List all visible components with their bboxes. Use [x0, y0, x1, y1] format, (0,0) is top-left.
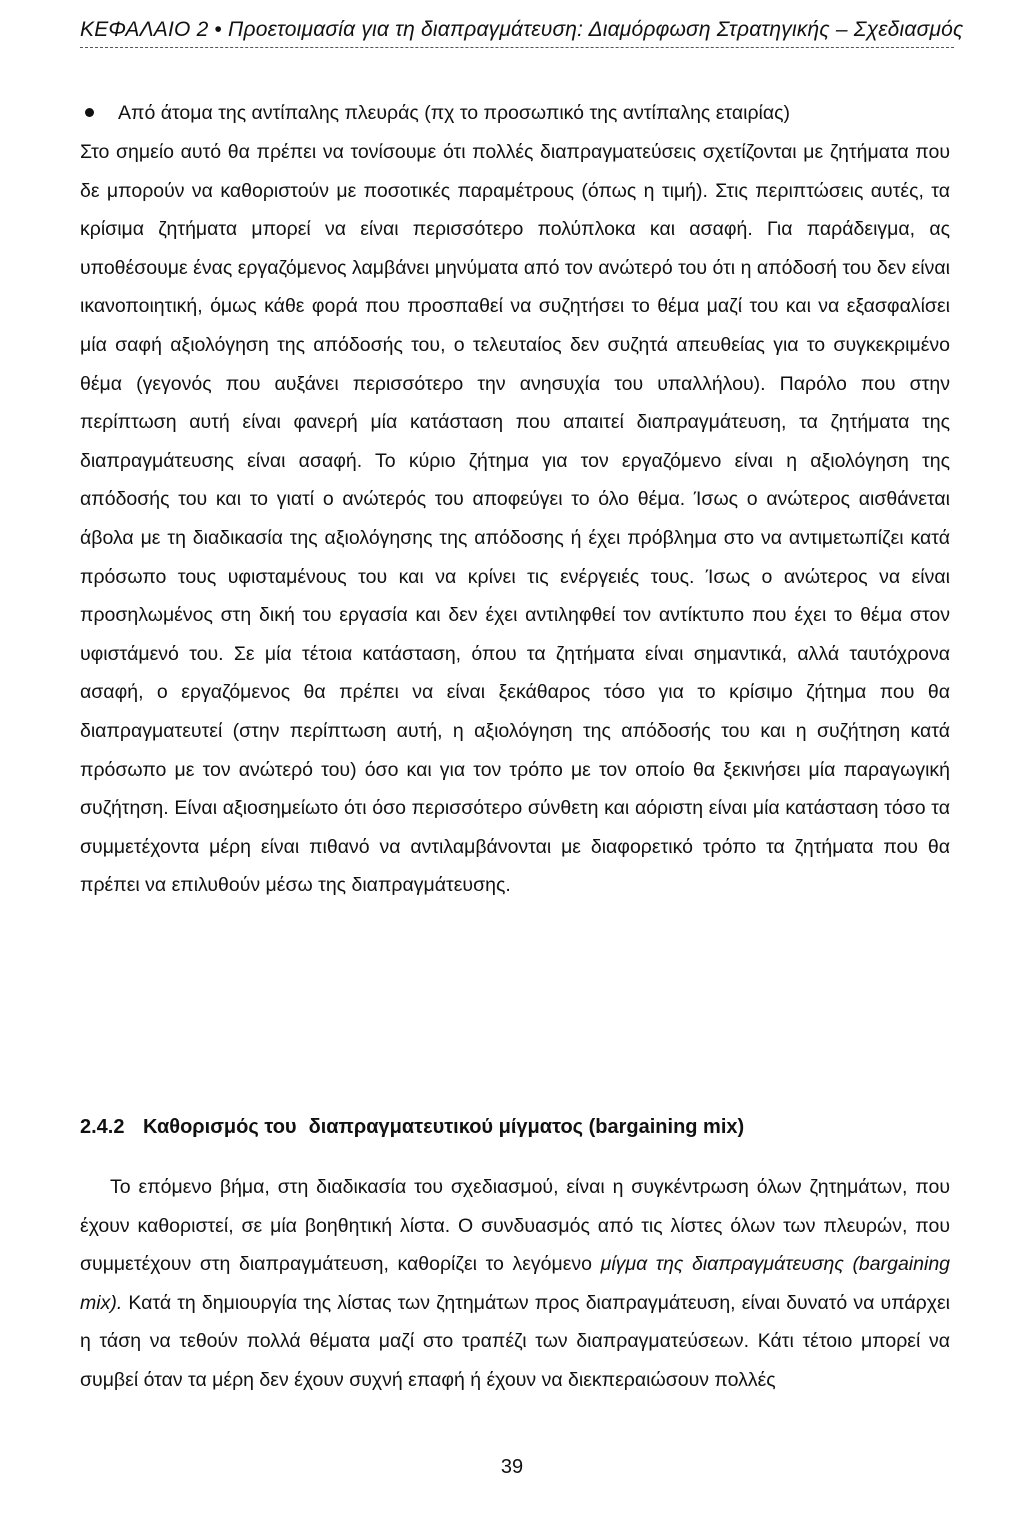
header-chapter: ΚΕΦΑΛΑΙΟ 2 [80, 18, 209, 41]
section-title-part-1: Καθορισμός του [143, 1116, 297, 1138]
bullet-dot-icon [85, 108, 94, 117]
section-title-part-2: διαπραγματευτικού μίγματος (bargaining mix) [308, 1116, 745, 1138]
bargaining-mix-term: μίγμα της διαπραγμάτευσης (bargaining mix). [80, 1253, 951, 1314]
bullet-list-item [80, 94, 790, 133]
header-title: Προετοιμασία για τη διαπραγμάτευση: Διαμόρφωση Στρατηγικής – Σχεδιασμός [228, 18, 964, 41]
section-number: 2.4.2 [80, 1116, 125, 1138]
body-paragraph-1: Στο σημείο αυτό θα πρέπει να τονίσουμε ότι πολλές διαπραγματεύσεις σχετίζονται με ζητήματα που δε μπορούν να καθοριστούν με ποσοτικές παραμέτρους (όπως η τιμή). Στις περιπτώσεις αυτές, τα κρίσιμα ζητήματα μπορεί να είναι περισσότερο πολύπλοκα και ασαφή. Για παράδειγμα, ας υποθέσουμε ένας εργαζόμενος λαμβάνει μηνύματα από τον ανώτερό του ότι η απόδοσή του δεν είναι ικανοποιητική, όμως κάθε φορά που προσπαθεί να συζητήσει το θέμα μαζί του και να εξασφαλίσει μία σαφή αξιολόγηση της απόδοσής του, ο τελευταίος δεν συζητά απευθείας για το συγκεκριμένο θέμα (γεγονός που αυξάνει περισσότερο την ανησυχία του υπαλλήλου). Παρόλο που στην περίπτωση αυτή είναι φανερή μία κατάσταση που απαιτεί διαπραγμάτευση, τα ζητήματα της διαπραγμάτευσης είναι ασαφή. Το κύριο ζήτημα για τον εργαζόμενο είναι η αξιολόγηση της απόδοσής του και το γιατί ο ανώτερός του αποφεύγει το όλο θέμα. Ίσως ο ανώτερος αισθάνεται άβολα με τη διαδικασία της αξιολόγησης της απόδοσης ή έχει πρόβλημα στο να αντιμετωπίζει κατά πρόσωπο τους υφισταμένους του και να κρίνει τις ενέργειές τους. Ίσως ο ανώτερος να είναι προσηλωμένος στη δική του εργασία και δεν έχει αντιληφθεί τον αντίκτυπο που έχει το θέμα στον υφιστάμενό του. Σε μία τέτοια κατάσταση, όπου τα ζητήματα είναι σημαντικά, αλλά ταυτόχρονα ασαφή, ο εργαζόμενος θα πρέπει να είναι ξεκάθαρος τόσο για το κρίσιμο ζήτημα που θα διαπραγματευτεί (στην περίπτωση αυτή, η αξιολόγηση της απόδοσής του και η συζήτηση κατά πρόσωπο με τον ανώτερό του) όσο και για τον τρόπο με τον οποίο θα ξεκινήσει μία παραγωγική συζήτηση. Είναι αξιοσημείωτο ότι όσο περισσότερο σύνθετη και αόριστη είναι μία κατάσταση τόσο τα συμμετέχοντα μέρη είναι πιθανό να αντιλαμβάνονται με διαφορετικό τρόπο τα ζητήματα που θα πρέπει να επιλυθούν μέσω της διαπραγμάτευσης. [80, 141, 950, 897]
paragraph-2-text-end: Κατά τη δημιουργία της λίστας των ζητημάτων προς διαπραγμάτευση, είναι δυνατό να υπάρχει η τάση να τεθούν πολλά θέματα μαζί στο τραπέζι των διαπραγματεύσεων. Κάτι τέτοιο μπορεί να συμβεί όταν τα μέρη δεν έχουν συχνή επαφή ή έχουν να διεκπεραιώσουν πολλές [80, 1291, 950, 1391]
running-header [80, 18, 964, 48]
bullet-item-text: Από άτομα της αντίπαλης πλευράς (πχ το προσωπικό της αντίπαλης εταιρίας) [118, 102, 791, 124]
body-paragraph-2 [80, 1168, 950, 1400]
section-heading [80, 1116, 744, 1139]
header-bullet: • [214, 18, 223, 41]
page-number: 39 [500, 1456, 524, 1478]
paragraph-2-text-start: Το επόμενο βήμα, στη διαδικασία του σχεδιασμού, είναι η συγκέντρωση όλων ζητημάτων, που έχουν καθοριστεί, σε μία βοηθητική λίστα. Ο συνδυασμός από τις λίστες όλων των πλευρών, που συμμετέχουν στη διαπραγμάτευση, καθορίζει το λεγόμενο [80, 1176, 950, 1276]
